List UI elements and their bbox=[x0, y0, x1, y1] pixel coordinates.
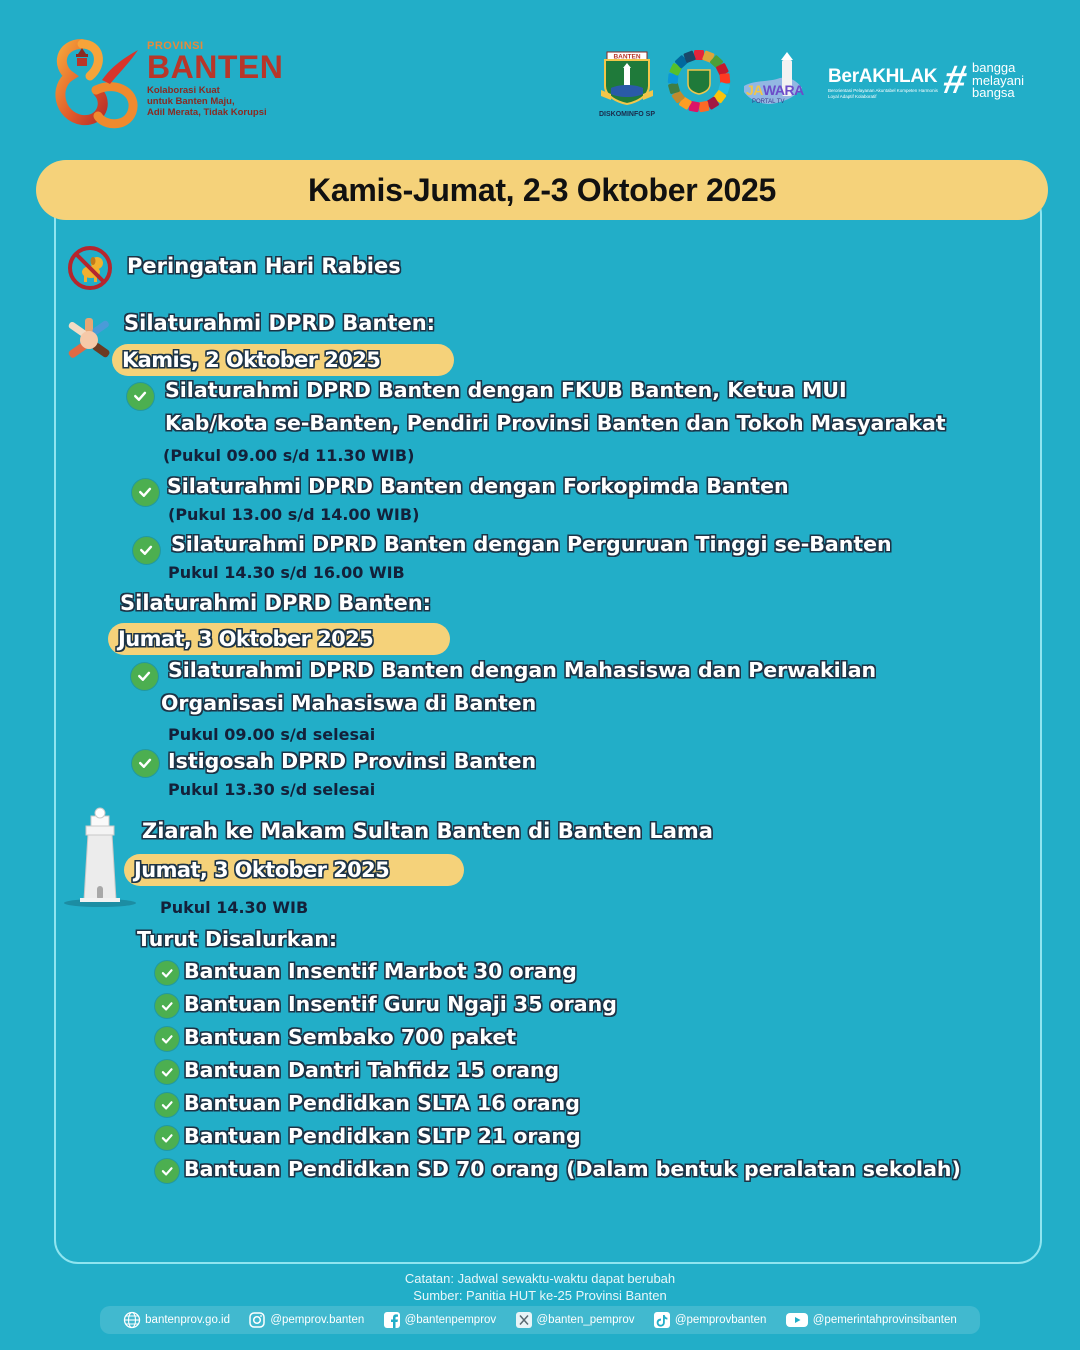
dprd-day2-item-1-line-1: Silaturahmi DPRD Banten dengan Mahasiswa dan Perwakilan bbox=[168, 658, 877, 682]
check-icon bbox=[155, 961, 179, 985]
ziarah-date-pill bbox=[124, 854, 464, 886]
dprd-day1-item-1-time: (Pukul 09.00 s/d 11.30 WIB) bbox=[163, 446, 415, 465]
social-instagram-label: @pemprov.banten bbox=[270, 1314, 365, 1326]
distributed-item: Bantuan Insentif Marbot 30 orang bbox=[184, 959, 577, 983]
distributed-item: Bantuan Insentif Guru Ngaji 35 orang bbox=[184, 992, 617, 1016]
dprd-day1-item-3 bbox=[133, 537, 160, 564]
check-icon bbox=[155, 994, 179, 1018]
dprd-day1-item-1-line-1: Silaturahmi DPRD Banten dengan FKUB Banten, Ketua MUI bbox=[165, 378, 847, 402]
date-banner bbox=[36, 160, 1048, 220]
distributed-item: Bantuan Pendidkan SLTA 16 orang bbox=[184, 1091, 580, 1115]
social-x[interactable] bbox=[515, 1311, 635, 1329]
dprd-day2-item-2 bbox=[132, 750, 159, 777]
brand-tagline-2: untuk Banten Maju, bbox=[147, 96, 235, 107]
event-rabies-title: Peringatan Hari Rabies bbox=[127, 254, 401, 278]
distributed-item-check bbox=[155, 961, 179, 985]
distributed-item-check bbox=[155, 994, 179, 1018]
hashtag-icon: # bbox=[940, 58, 971, 102]
dprd-day2-date: Jumat, 3 Oktober 2025 bbox=[118, 627, 374, 651]
diskominfo-label: DISKOMINFO SP bbox=[598, 111, 655, 118]
distributed-item-check bbox=[155, 1126, 179, 1150]
dprd-day2-date-pill bbox=[108, 623, 450, 655]
bangga-melayani-bangsa-logo bbox=[940, 58, 1034, 102]
dprd-day1-date: Kamis, 2 Oktober 2025 bbox=[122, 348, 381, 372]
bangga-word-3: bangsa bbox=[972, 85, 1015, 100]
dprd-day1-item-2-time: (Pukul 13.00 s/d 14.00 WIB) bbox=[168, 505, 420, 524]
dprd-day1-item-3-time: Pukul 14.30 s/d 16.00 WIB bbox=[168, 563, 405, 582]
dprd-day1-item-1 bbox=[127, 383, 154, 410]
jawara-portal-tv-logo bbox=[740, 52, 806, 112]
check-icon bbox=[155, 1159, 179, 1183]
berakhlak-subtitle: Berorientasi Pelayanan Akuntabel Kompeten Harmonis Loyal Adaptif Kolaboratif bbox=[828, 88, 938, 99]
x-icon bbox=[515, 1311, 533, 1329]
brand-prefix: PROVINSI bbox=[147, 40, 204, 52]
dprd-day2-item-2-time: Pukul 13.30 s/d selesai bbox=[168, 780, 376, 799]
social-facebook-label: @bantenpemprov bbox=[404, 1314, 497, 1326]
no-dog-icon bbox=[67, 245, 113, 291]
distributed-item: Bantuan Dantri Tahfidz 15 orang bbox=[184, 1058, 560, 1082]
brand-name: BANTEN bbox=[147, 49, 284, 85]
berakhlak-logo bbox=[828, 66, 938, 100]
sdg-tile bbox=[698, 101, 710, 113]
dprd-day1-title: Silaturahmi DPRD Banten: bbox=[124, 311, 436, 335]
dprd-day1-item-2 bbox=[132, 479, 159, 506]
dprd-day2-item-1-line-2: Organisasi Mahasiswa di Banten bbox=[161, 691, 537, 715]
ziarah-date: Jumat, 3 Oktober 2025 bbox=[134, 858, 390, 882]
dprd-day1-date-pill bbox=[112, 344, 454, 376]
dprd-day1-item-1-line-2: Kab/kota se-Banten, Pendiri Provinsi Banten dan Tokoh Masyarakat bbox=[165, 411, 946, 435]
check-icon bbox=[132, 479, 159, 506]
diskominfo-logo bbox=[596, 50, 658, 120]
sdg-center-crest bbox=[688, 70, 710, 94]
distributed-item-check bbox=[155, 1060, 179, 1084]
check-icon bbox=[155, 1060, 179, 1084]
globe-icon bbox=[123, 1311, 141, 1329]
social-instagram[interactable] bbox=[248, 1311, 364, 1329]
jawara-text-a: JA bbox=[746, 82, 763, 98]
youtube-icon bbox=[785, 1311, 809, 1329]
social-x-label: @banten_pemprov bbox=[536, 1314, 635, 1326]
dprd-day2-item-1-time: Pukul 09.00 s/d selesai bbox=[168, 725, 376, 744]
hut-25-logo bbox=[52, 36, 142, 130]
check-icon bbox=[131, 663, 158, 690]
check-icon bbox=[155, 1027, 179, 1051]
distributed-item-check bbox=[155, 1027, 179, 1051]
ziarah-title: Ziarah ke Makam Sultan Banten di Banten Lama bbox=[142, 819, 713, 843]
brand-tagline-1: Kolaborasi Kuat bbox=[147, 85, 220, 96]
banner-title: Kamis-Jumat, 2-3 Oktober 2025 bbox=[308, 171, 776, 208]
social-youtube[interactable] bbox=[785, 1311, 957, 1329]
crest-text: BANTEN bbox=[613, 53, 641, 61]
distributed-title: Turut Disalurkan: bbox=[137, 927, 338, 951]
check-icon bbox=[127, 383, 154, 410]
distributed-item-check bbox=[155, 1159, 179, 1183]
joined-hands-icon bbox=[66, 316, 112, 362]
distributed-item-check bbox=[155, 1093, 179, 1117]
check-icon bbox=[133, 537, 160, 564]
sdg-wheel-logo bbox=[666, 48, 732, 114]
dprd-day2-item-2-line-1: Istigosah DPRD Provinsi Banten bbox=[168, 749, 537, 773]
distributed-item: Bantuan Pendidkan SD 70 orang (Dalam bentuk peralatan sekolah) bbox=[184, 1157, 961, 1181]
facebook-icon bbox=[383, 1311, 401, 1329]
jawara-text-b: WARA bbox=[762, 82, 804, 98]
dprd-day1-item-2-line-1: Silaturahmi DPRD Banten dengan Forkopimda Banten bbox=[167, 474, 789, 498]
social-tiktok[interactable] bbox=[653, 1311, 767, 1329]
dprd-day2-title: Silaturahmi DPRD Banten: bbox=[120, 591, 432, 615]
check-icon bbox=[155, 1093, 179, 1117]
dprd-day1-item-3-line-1: Silaturahmi DPRD Banten dengan Perguruan Tinggi se-Banten bbox=[171, 532, 892, 556]
social-facebook[interactable] bbox=[383, 1311, 497, 1329]
tiktok-icon bbox=[653, 1311, 671, 1329]
jawara-portal-label: PORTAL TV bbox=[752, 99, 785, 105]
berakhlak-title: BerAKHLAK bbox=[828, 66, 938, 87]
social-youtube-label: @pemerintahprovinsibanten bbox=[812, 1314, 957, 1326]
check-icon bbox=[155, 1126, 179, 1150]
lighthouse-icon bbox=[60, 804, 140, 908]
banten-crest-icon bbox=[597, 50, 657, 106]
social-website-label: bantenprov.go.id bbox=[145, 1314, 230, 1326]
bangga-word-1: bangga bbox=[972, 60, 1016, 75]
ziarah-time: Pukul 14.30 WIB bbox=[160, 898, 309, 917]
distributed-item: Bantuan Sembako 700 paket bbox=[184, 1025, 517, 1049]
brand-tagline-3: Adil Merata, Tidak Korupsi bbox=[147, 107, 267, 118]
provinsi-banten-brand bbox=[147, 40, 283, 118]
schedule-note: Catatan: Jadwal sewaktu-waktu dapat berubah bbox=[404, 1271, 676, 1286]
distributed-item: Bantuan Pendidkan SLTP 21 orang bbox=[184, 1124, 581, 1148]
social-media-bar bbox=[100, 1306, 980, 1334]
dprd-day2-item-1 bbox=[131, 663, 158, 690]
instagram-icon bbox=[248, 1311, 266, 1329]
social-website[interactable] bbox=[123, 1311, 230, 1329]
schedule-source: Sumber: Panitia HUT ke-25 Provinsi Banten bbox=[413, 1288, 667, 1303]
check-icon bbox=[132, 750, 159, 777]
social-tiktok-label: @pemprovbanten bbox=[674, 1314, 767, 1326]
bangga-word-2: melayani bbox=[972, 72, 1025, 88]
